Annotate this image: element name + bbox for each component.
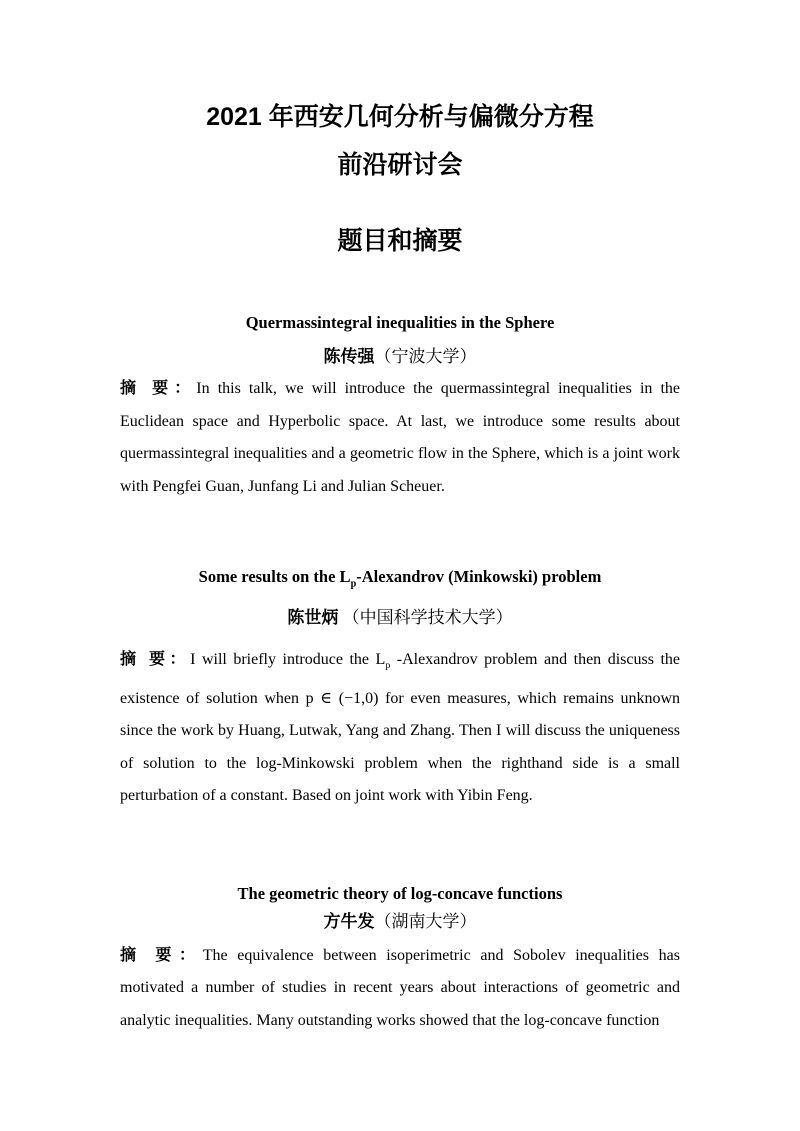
conference-title-line2: 前沿研讨会 (337, 151, 463, 179)
abstract-text-Lp (375, 651, 391, 672)
abstract-section-3 (120, 882, 680, 1038)
abstract-text: The equivalence between isoperimetric and Sobolev inequalities has motivated a number of studies in recent years about interactions of geometric and analytic inequalities. Many outstanding works showed that the log-concave function (120, 946, 680, 1029)
talk-title-1: Quermassintegral inequalities in the Sphere (245, 313, 555, 332)
talk-title-pre: Some results on the (198, 567, 340, 586)
speaker-line-2 (120, 604, 680, 632)
abstract-text-L: L (375, 651, 386, 669)
speaker-affiliation: （中国科学技术大学） (338, 608, 513, 628)
talk-title-3: The geometric theory of log-concave functions (237, 883, 563, 903)
conference-title-line1: 2021 年西安几何分析与偏微分方程 (206, 103, 594, 131)
speaker-name: 陈传强 (323, 347, 375, 366)
speaker-line-3 (120, 908, 680, 936)
talk-title-sub-p: p (350, 578, 357, 590)
speaker-line-1 (120, 343, 680, 371)
abstract-text-post: -Alexandrov problem and then discuss the existence of solution when p ∈ (−1,0) for even measures, which remains unknown since the work by Huang, Lutwak, Yang and Zhang. Then I will discuss the uniqueness of solution to the log-Minkowski problem when the righthand side is a small perturbation of a constant. Based on joint work with Yibin Feng. (120, 651, 680, 805)
speaker-affiliation: （湖南大学） (374, 911, 477, 931)
abstract-text-pre: I will briefly introduce the (190, 651, 376, 669)
speaker-affiliation: （宁波大学） (374, 347, 477, 366)
abstract-label: 摘 要： (120, 946, 203, 964)
abstract-label: 摘 要： (120, 380, 197, 397)
abstract-paragraph-2 (120, 644, 680, 813)
section-heading: 题目和摘要 (337, 227, 463, 255)
abstract-text-sub-p: p (385, 660, 391, 672)
talk-title-2 (120, 565, 680, 596)
conference-title (120, 93, 680, 189)
talk-title-L: L (339, 567, 351, 586)
speaker-name: 方牛发 (323, 911, 375, 931)
speaker-name: 陈世炳 (287, 608, 339, 628)
abstract-paragraph-1 (120, 373, 680, 503)
abstract-paragraph-3 (120, 940, 680, 1038)
talk-title-Lp (339, 567, 357, 590)
abstract-label: 摘 要： (120, 651, 191, 669)
abstract-text: In this talk, we will introduce the quermassintegral inequalities in the Euclidean space and Hyperbolic space. At last, we introduce some results about quermassintegral inequalities and a geometric flow in the Sphere, which is a joint work with Pengfei Guan, Junfang Li and Julian Scheuer. (120, 380, 680, 495)
talk-title-post: -Alexandrov (Minkowski) problem (356, 567, 602, 586)
abstract-section-2 (120, 565, 680, 813)
abstract-section-1 (120, 311, 680, 503)
